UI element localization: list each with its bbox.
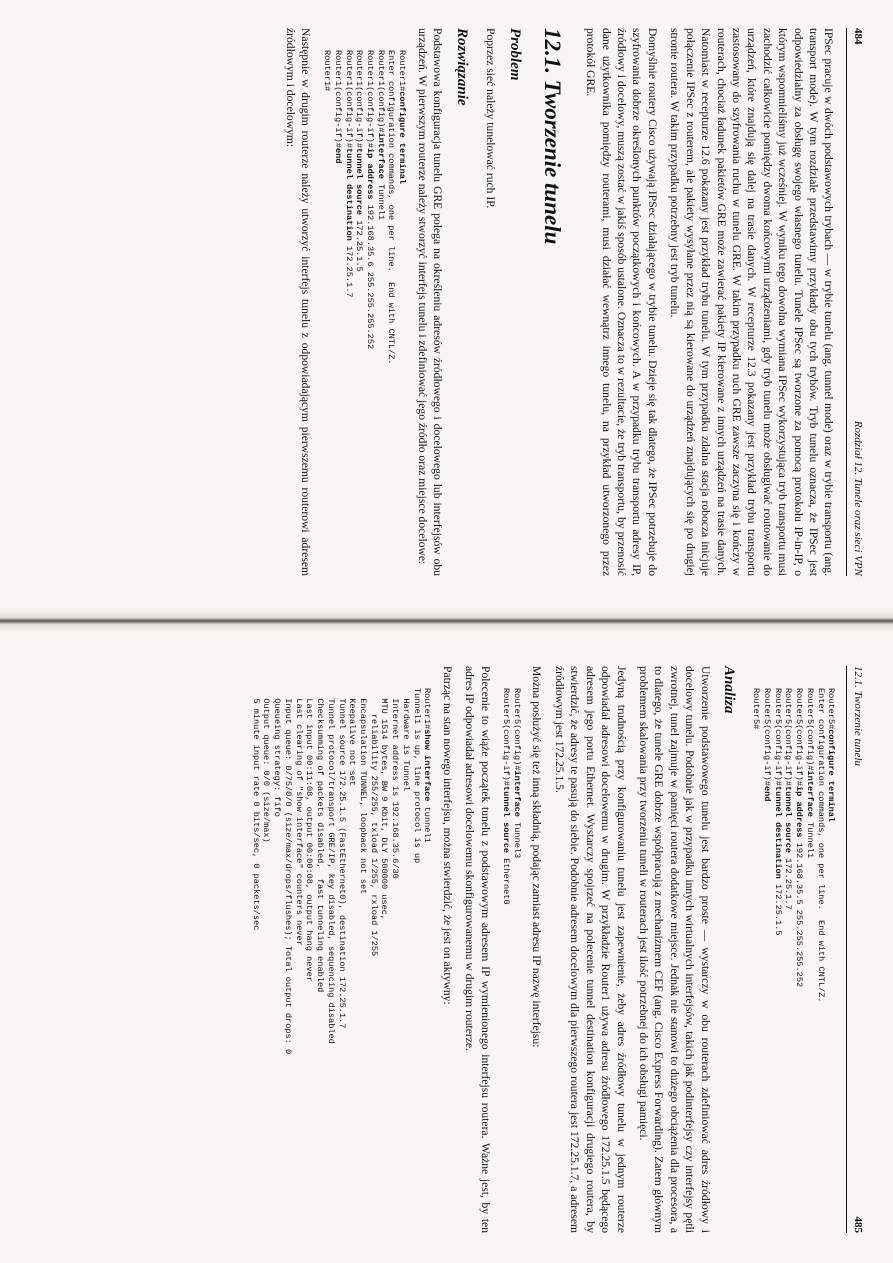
analysis-paragraph-2: Jedyną trudnością przy konfigurowaniu tunelu jest zapewnienie, żeby adres źródłowy tunelu w jednym routerze odpowiadał adresowi docelowemu w drugim. W przykładzie Router1 używa adresu źródłowego 172.25.1.5 będącego adresem jego portu Ethernet. Wystarczy spojrzeć na polecenie tunnel destination konfiguracji drugiego routera, by stwierdzić, że adresy te pasują do siebie. Podobnie adresem docelowym dla pierwszego routera jest 172.25.1.7, a adresem źródłowym jest 172.25.1.5. (552, 666, 628, 1233)
code-command: interface (804, 770, 815, 817)
code-line (389, 688, 400, 1233)
code-prompt: Enter configuration commands, one per line. End with CNTL/Z. (386, 50, 397, 365)
code-prompt: Input queue: 0/75/0/0 (size/max/drops/flushes); Total output drops: 0 (282, 688, 293, 1055)
code-line (375, 50, 386, 576)
code-prompt: reliability 255/255, txload 1/255, rxload 1/255 (368, 688, 379, 957)
analysis-paragraph-3: Można posłużyć się też inną składnią, podając zamiast adresu IP nazwę interfejsu: (530, 666, 544, 1048)
code-argument: Tunnel1 (375, 178, 386, 221)
code-block-show-interface (250, 688, 432, 1233)
code-argument: 172.25.1.7 (783, 853, 794, 910)
code-command: configure terminal (826, 729, 837, 823)
code-argument: 172.25.1.5 (354, 215, 365, 272)
page-number-right: 485 (852, 1216, 864, 1233)
code-line (321, 50, 332, 576)
analysis-heading: Analiza (721, 666, 738, 714)
code-line (325, 688, 336, 1233)
code-line (261, 688, 272, 1233)
intro-paragraph-1: IPSec pracuje w dwóch podstawowych trybach — w trybie tunelu (ang. tunnel mode) oraz w trybie transportu (ang. transport mode). W tym rozdziale przedstawimy przykłady obu tych trybów. Tryb tunelu oznacza, że IPSec jest odpowiedzialny za obsługę swojego własnego tunelu. Tunele IPSec są tworzone za pomocą protokołu IP-in-IP, o którym wspomnieliśmy już wcześniej. W wyniku tego dowolna wymiana IPSec wykorzystująca tryb transportu musi zachodzić całkowicie pomiędzy dwoma końcowymi urządzeniami, gdy tryb tunelu może obsługiwać routowanie do urządzeń, które znajdują się dalej na trasie danych. W recepturze 12.3 pokazany jest przykład trybu transportu zastosowany do szyfrowania ruchu w tunelu GRE. W takim przypadku ruch GRE zawsze zaczyna się i kończy w routerach, chociaż ładunek pakietów GRE może zawierać pakiety IP kierowane z innych urządzeń na trasie danych. Natomiast w recepturze 12.6 pokazany jest przykład trybu tunelu. W tym przypadku zdalna stacja robocza inicjuje połączenie IPSec z routerem, ale pakiety wysyłane przez nią są kierowane do urządzeń znajdujących się po drugiej stronie routera. W takim przypadku potrzebny jest tryb tunelu. (668, 28, 836, 576)
section-title: 12.1. Tworzenie tunelu (539, 28, 565, 245)
code-prompt: Output queue: 0/0 (size/max) (261, 688, 272, 843)
code-argument: 192.168.35.5 255.255.255.252 (794, 837, 805, 988)
code-prompt: Router5# (826, 688, 837, 730)
code-prompt: Router5(config-if)# (772, 688, 783, 786)
code-line (364, 50, 375, 576)
section-running-title: 12.1. Tworzenie tunelu (852, 666, 864, 767)
solution-text: Podstawowa konfiguracja tunelu GRE polega na określeniu adresów źródłowego i docelowego lub interfejsów obu urządzeń. W pierwszym routerze należy stworzyć interfejs tunelu i zdefiniować jego źródło oraz miejsce docelowe: (415, 28, 445, 576)
code-prompt: Encapsulation TUNNEL, loopback not set (358, 688, 368, 895)
code-line (804, 688, 815, 1233)
code-prompt: Tunnel1 is up, line protocol is up (411, 688, 422, 864)
code-prompt: Router5(config)# (512, 688, 523, 771)
code-line (282, 688, 293, 1233)
code-prompt: MTU 1514 bytes, BW 9 Kbit, DLY 500000 usec, (379, 688, 390, 921)
code-line (368, 688, 379, 1233)
code-command: tunnel source (354, 148, 365, 216)
code-line (783, 688, 794, 1233)
code-prompt: Router1(config-if)# (332, 50, 343, 148)
chapter-running-title: Rozdział 12. Tunele oraz sieci VPN (852, 420, 864, 576)
code-command: ip address (365, 148, 375, 200)
code-prompt: Router5(config)# (804, 688, 815, 771)
code-command: interface (375, 132, 386, 179)
code-command: tunnel source (501, 786, 512, 854)
code-prompt: Hardware is Tunnel (400, 688, 411, 792)
code-block-tunnel-source (501, 688, 522, 1233)
code-prompt: Last input 00:11:08, output 00:00:08, output hang never (304, 688, 315, 982)
code-line (772, 688, 783, 1233)
code-line (314, 688, 325, 1233)
code-argument: tunnel1 (422, 801, 433, 843)
code-line (347, 688, 358, 1233)
code-argument: Ethernet0 (501, 853, 512, 905)
code-prompt: Router1# (322, 50, 333, 92)
code-prompt: Internet address is 192.168.35.6/30 (390, 688, 401, 879)
code-command: show interface (422, 729, 433, 802)
code-line (815, 688, 826, 1233)
code-command: end (761, 786, 772, 802)
page-484 (0, 0, 893, 610)
code-line (354, 50, 365, 576)
code-line (793, 688, 804, 1233)
code-line (379, 688, 390, 1233)
code-command: tunnel source (783, 786, 794, 854)
code-prompt: Router1(config-if)# (343, 50, 354, 148)
analysis-paragraph-1: Utworzenie podstawowego tunelu jest bardzo proste — wystarczy w obu routerach zdefiniować adres źródłowy i docelowy tunelu. Podobnie jak w przypadku innych wirtualnych interfejsów, takich jak podinterfejsy czy interfejsy pętli zwrotnej, tunel zajmuje w pamięci routera dodatkowe miejsce. Jednak nie stanowi to dużego obciążenia dla procesora, a to dlatego, że tunele GRE dobrze współpracują z mechanizmem CEF (ang. Cisco Express Forwarding). Zatem głównym problemem skalowania przy tworzeniu tuneli w routerach jest ilość potrzebnej do ich obsługi pamięci. (636, 666, 712, 1233)
code-argument: 172.25.1.7 (343, 240, 354, 298)
problem-text: Poprzez sieć należy tunelować ruch IP. (484, 28, 498, 209)
code-prompt: Tunnel protocol/transport GRE/IP, key disabled, sequencing disabled (325, 688, 336, 1044)
code-line (826, 688, 837, 1233)
running-head-right (846, 666, 865, 1233)
solution-heading: Rozwiązanie (453, 28, 470, 106)
code-line (396, 50, 407, 576)
code-line (332, 50, 343, 576)
code-prompt: Router1(config)# (375, 50, 386, 133)
code-line (304, 688, 315, 1233)
book-gutter (0, 610, 893, 632)
code-line (511, 688, 522, 1233)
code-block-router1-config (321, 50, 407, 576)
code-prompt: Router1(config-if)# (365, 50, 375, 148)
code-argument: Tunnel1 (804, 816, 815, 859)
code-prompt: Last clearing of "show interface" counters never (293, 688, 304, 946)
intro-paragraph-2: Domyślnie routery Cisco używają IPSec działającego w trybie tunelu. Dzieje się tak dlatego, że IPSec potrzebuje do szyfrowania dobrze określonych punktów początkowych i końcowych. A w przypadku trybu transportu adresy IP, źródłowy i docelowy, muszą zostać w jakiś sposób ustalone. Oznacza to w rezultacie, że tryb transportu, by przenosić dane użytkownika pomiędzy routerami, musi działać wewnątrz innego tunelu, na przykład utworzonego przez protokół GRE. (584, 28, 659, 576)
code-command: interface (512, 770, 523, 817)
analysis-paragraph-4: Polecenie to wiąże początek tunelu z podstawowym adresem IP wymienionego interfejsu routera. Ważne jest, by ten adres IP odpowiadał adresowi docelowemu skonfigurowanemu w drugim routerze. (463, 666, 492, 1233)
code-line (386, 50, 397, 576)
code-prompt: Router5(config-if)# (761, 688, 772, 786)
code-line (250, 688, 261, 1233)
code-command: tunnel destination (772, 786, 783, 879)
code-line (400, 688, 411, 1233)
code-argument: 192.168.35.6 255.255.255.252 (365, 199, 375, 350)
closing-paragraph: Następnie w drugim routerze należy utworzyć interfejs tunelu z odpowiadającym pierwszemu routerowi adresem źródłowym i docelowym: (283, 28, 313, 576)
code-argument: 172.25.1.5 (772, 878, 783, 936)
page-number-left: 484 (852, 28, 864, 45)
code-line (761, 688, 772, 1233)
code-prompt: Checksumming of packets disabled, fast tunneling enabled (315, 688, 326, 993)
code-line (501, 688, 512, 1233)
code-prompt: Router1# (397, 50, 408, 92)
code-prompt: Router1# (422, 688, 433, 730)
code-block-router5-config (751, 688, 837, 1233)
code-line (357, 688, 368, 1233)
analysis-paragraph-5: Patrząc na stan nowego interfejsu, można stwierdzić, że jest on aktywny: (440, 666, 454, 1005)
code-prompt: Router5(config-if)# (794, 688, 805, 786)
code-argument: Tunnel3 (512, 816, 523, 859)
code-prompt: 5 minute input rate 0 bits/sec, 0 packets/sec (250, 688, 261, 931)
code-line (293, 688, 304, 1233)
problem-heading: Problem (507, 28, 524, 81)
code-prompt: Keepalive not set (347, 688, 358, 786)
code-command: ip address (794, 786, 805, 838)
code-prompt: Queueing strategy: fifo (272, 688, 283, 817)
code-command: tunnel destination (343, 148, 354, 241)
code-line (336, 688, 347, 1233)
code-command: end (332, 148, 343, 164)
code-line (422, 688, 433, 1233)
running-head-left (846, 28, 865, 576)
code-prompt: Router1(config-if)# (354, 50, 365, 148)
code-line (271, 688, 282, 1233)
code-line (343, 50, 354, 576)
code-prompt: Enter configuration commands, one per line. End with CNTL/Z. (815, 688, 826, 1003)
code-prompt: Router5# (751, 688, 762, 730)
code-line (411, 688, 422, 1233)
code-prompt: Tunnel source 172.25.1.5 (FastEthernet0), destination 172.25.1.7 (336, 688, 347, 1029)
code-prompt: Router5(config-if)# (501, 688, 512, 786)
page-485 (0, 632, 893, 1263)
code-prompt: Router5(config-if)# (783, 688, 794, 786)
code-line (751, 688, 762, 1233)
code-command: configure terminal (397, 91, 408, 185)
